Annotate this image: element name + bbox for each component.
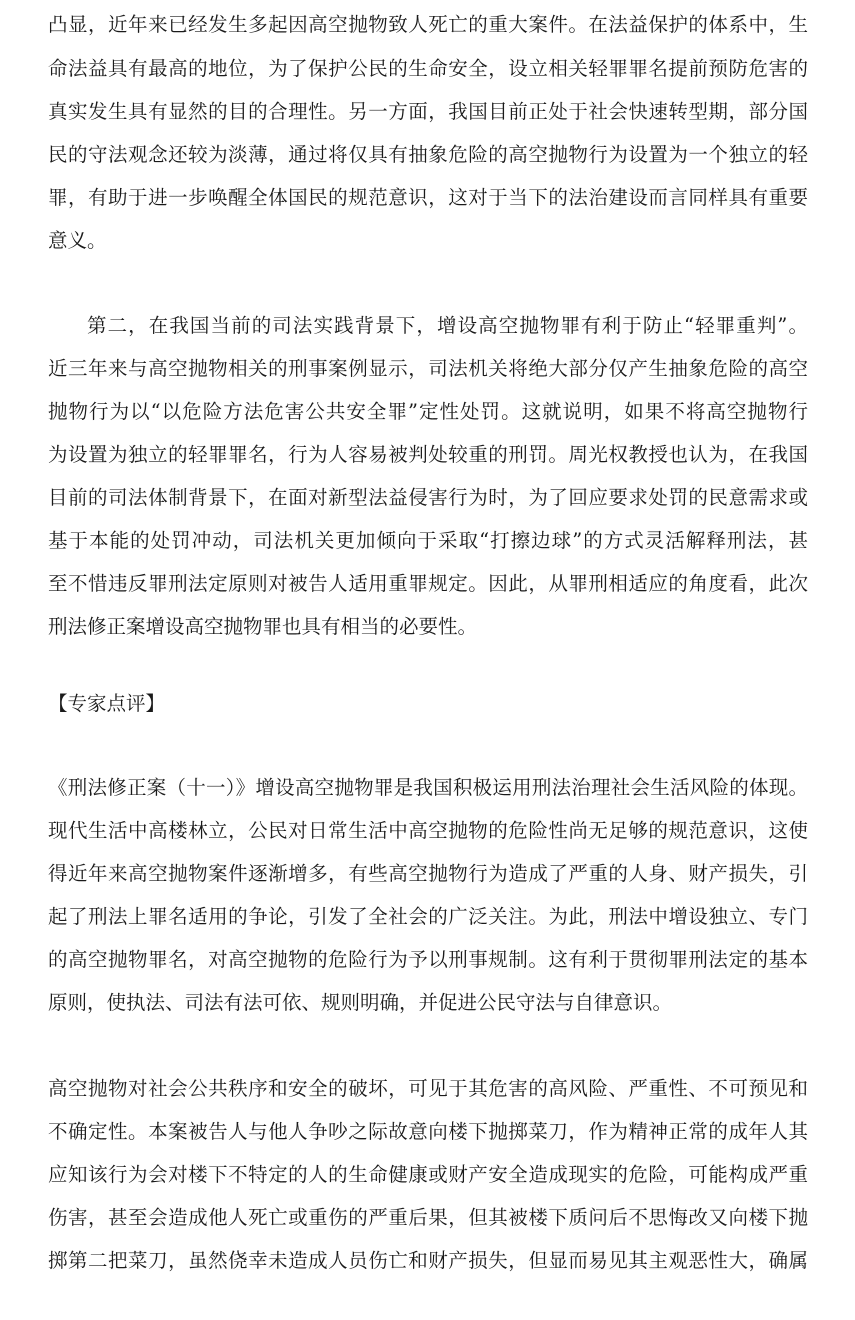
paragraph-line: 真实发生具有显然的目的合理性。另一方面，我国目前正处于社会快速转型期，部分国	[48, 100, 808, 123]
paragraph-line: 意义。	[48, 229, 107, 252]
paragraph-line: 近三年来与高空抛物相关的刑事案例显示，司法机关将绝大部分仅产生抽象危险的高空	[48, 357, 808, 380]
paragraph-line: 基于本能的处罚冲动，司法机关更加倾向于采取“打擦边球”的方式灵活解释刑法，甚	[48, 529, 808, 552]
paragraph-line: 原则，使执法、司法有法可依、规则明确，并促进公民守法与自律意识。	[48, 991, 673, 1014]
paragraph-line: 民的守法观念还较为淡薄，通过将仅具有抽象危险的高空抛物行为设置为一个独立的轻	[48, 143, 808, 166]
paragraph-line: 目前的司法体制背景下，在面对新型法益侵害行为时，为了回应要求处罚的民意需求或	[48, 486, 808, 509]
paragraph-line: 得近年来高空抛物案件逐渐增多，有些高空抛物行为造成了严重的人身、财产损失，引	[48, 862, 808, 885]
paragraph-line: 起了刑法上罪名适用的争论，引发了全社会的广泛关注。为此，刑法中增设独立、专门	[48, 905, 808, 928]
paragraph-line: 命法益具有最高的地位，为了保护公民的生命安全，设立相关轻罪罪名提前预防危害的	[48, 57, 808, 80]
paragraph-line: 抛物行为以“以危险方法危害公共安全罪”定性处罚。这就说明，如果不将高空抛物行	[48, 400, 808, 423]
paragraph-line: 第二，在我国当前的司法实践背景下，增设高空抛物罪有利于防止“轻罪重判”。	[87, 314, 808, 337]
paragraph-line: 不确定性。本案被告人与他人争吵之际故意向楼下抛掷菜刀，作为精神正常的成年人其	[48, 1120, 808, 1143]
section-heading: 【专家点评】	[48, 692, 166, 715]
paragraph-line: 凸显，近年来已经发生多起因高空抛物致人死亡的重大案件。在法益保护的体系中，生	[48, 13, 808, 36]
paragraph-line: 应知该行为会对楼下不特定的人的生命健康或财产安全造成现实的危险，可能构成严重	[48, 1163, 808, 1186]
paragraph-line: 的高空抛物罪名，对高空抛物的危险行为予以刑事规制。这有利于贯彻罪刑法定的基本	[48, 948, 808, 971]
paragraph-line: 现代生活中高楼林立，公民对日常生活中高空抛物的危险性尚无足够的规范意识，这使	[48, 819, 808, 842]
paragraph-line: 高空抛物对社会公共秩序和安全的破坏，可见于其危害的高风险、严重性、不可预见和	[48, 1077, 808, 1100]
paragraph-line: 为设置为独立的轻罪罪名，行为人容易被判处较重的刑罚。周光权教授也认为，在我国	[48, 443, 808, 466]
paragraph-line: 至不惜违反罪刑法定原则对被告人适用重罪规定。因此，从罪刑相适应的角度看，此次	[48, 572, 808, 595]
paragraph-line: 罪，有助于进一步唤醒全体国民的规范意识，这对于当下的法治建设而言同样具有重要	[48, 186, 808, 209]
paragraph-line: 掷第二把菜刀，虽然侥幸未造成人员伤亡和财产损失，但显而易见其主观恶性大，确属	[48, 1249, 808, 1272]
paragraph-line: 刑法修正案增设高空抛物罪也具有相当的必要性。	[48, 615, 478, 638]
paragraph-line: 伤害，甚至会造成他人死亡或重伤的严重后果，但其被楼下质问后不思悔改又向楼下抛	[48, 1206, 808, 1229]
paragraph-line: 《刑法修正案（十一）》增设高空抛物罪是我国积极运用刑法治理社会生活风险的体现。	[48, 776, 808, 799]
